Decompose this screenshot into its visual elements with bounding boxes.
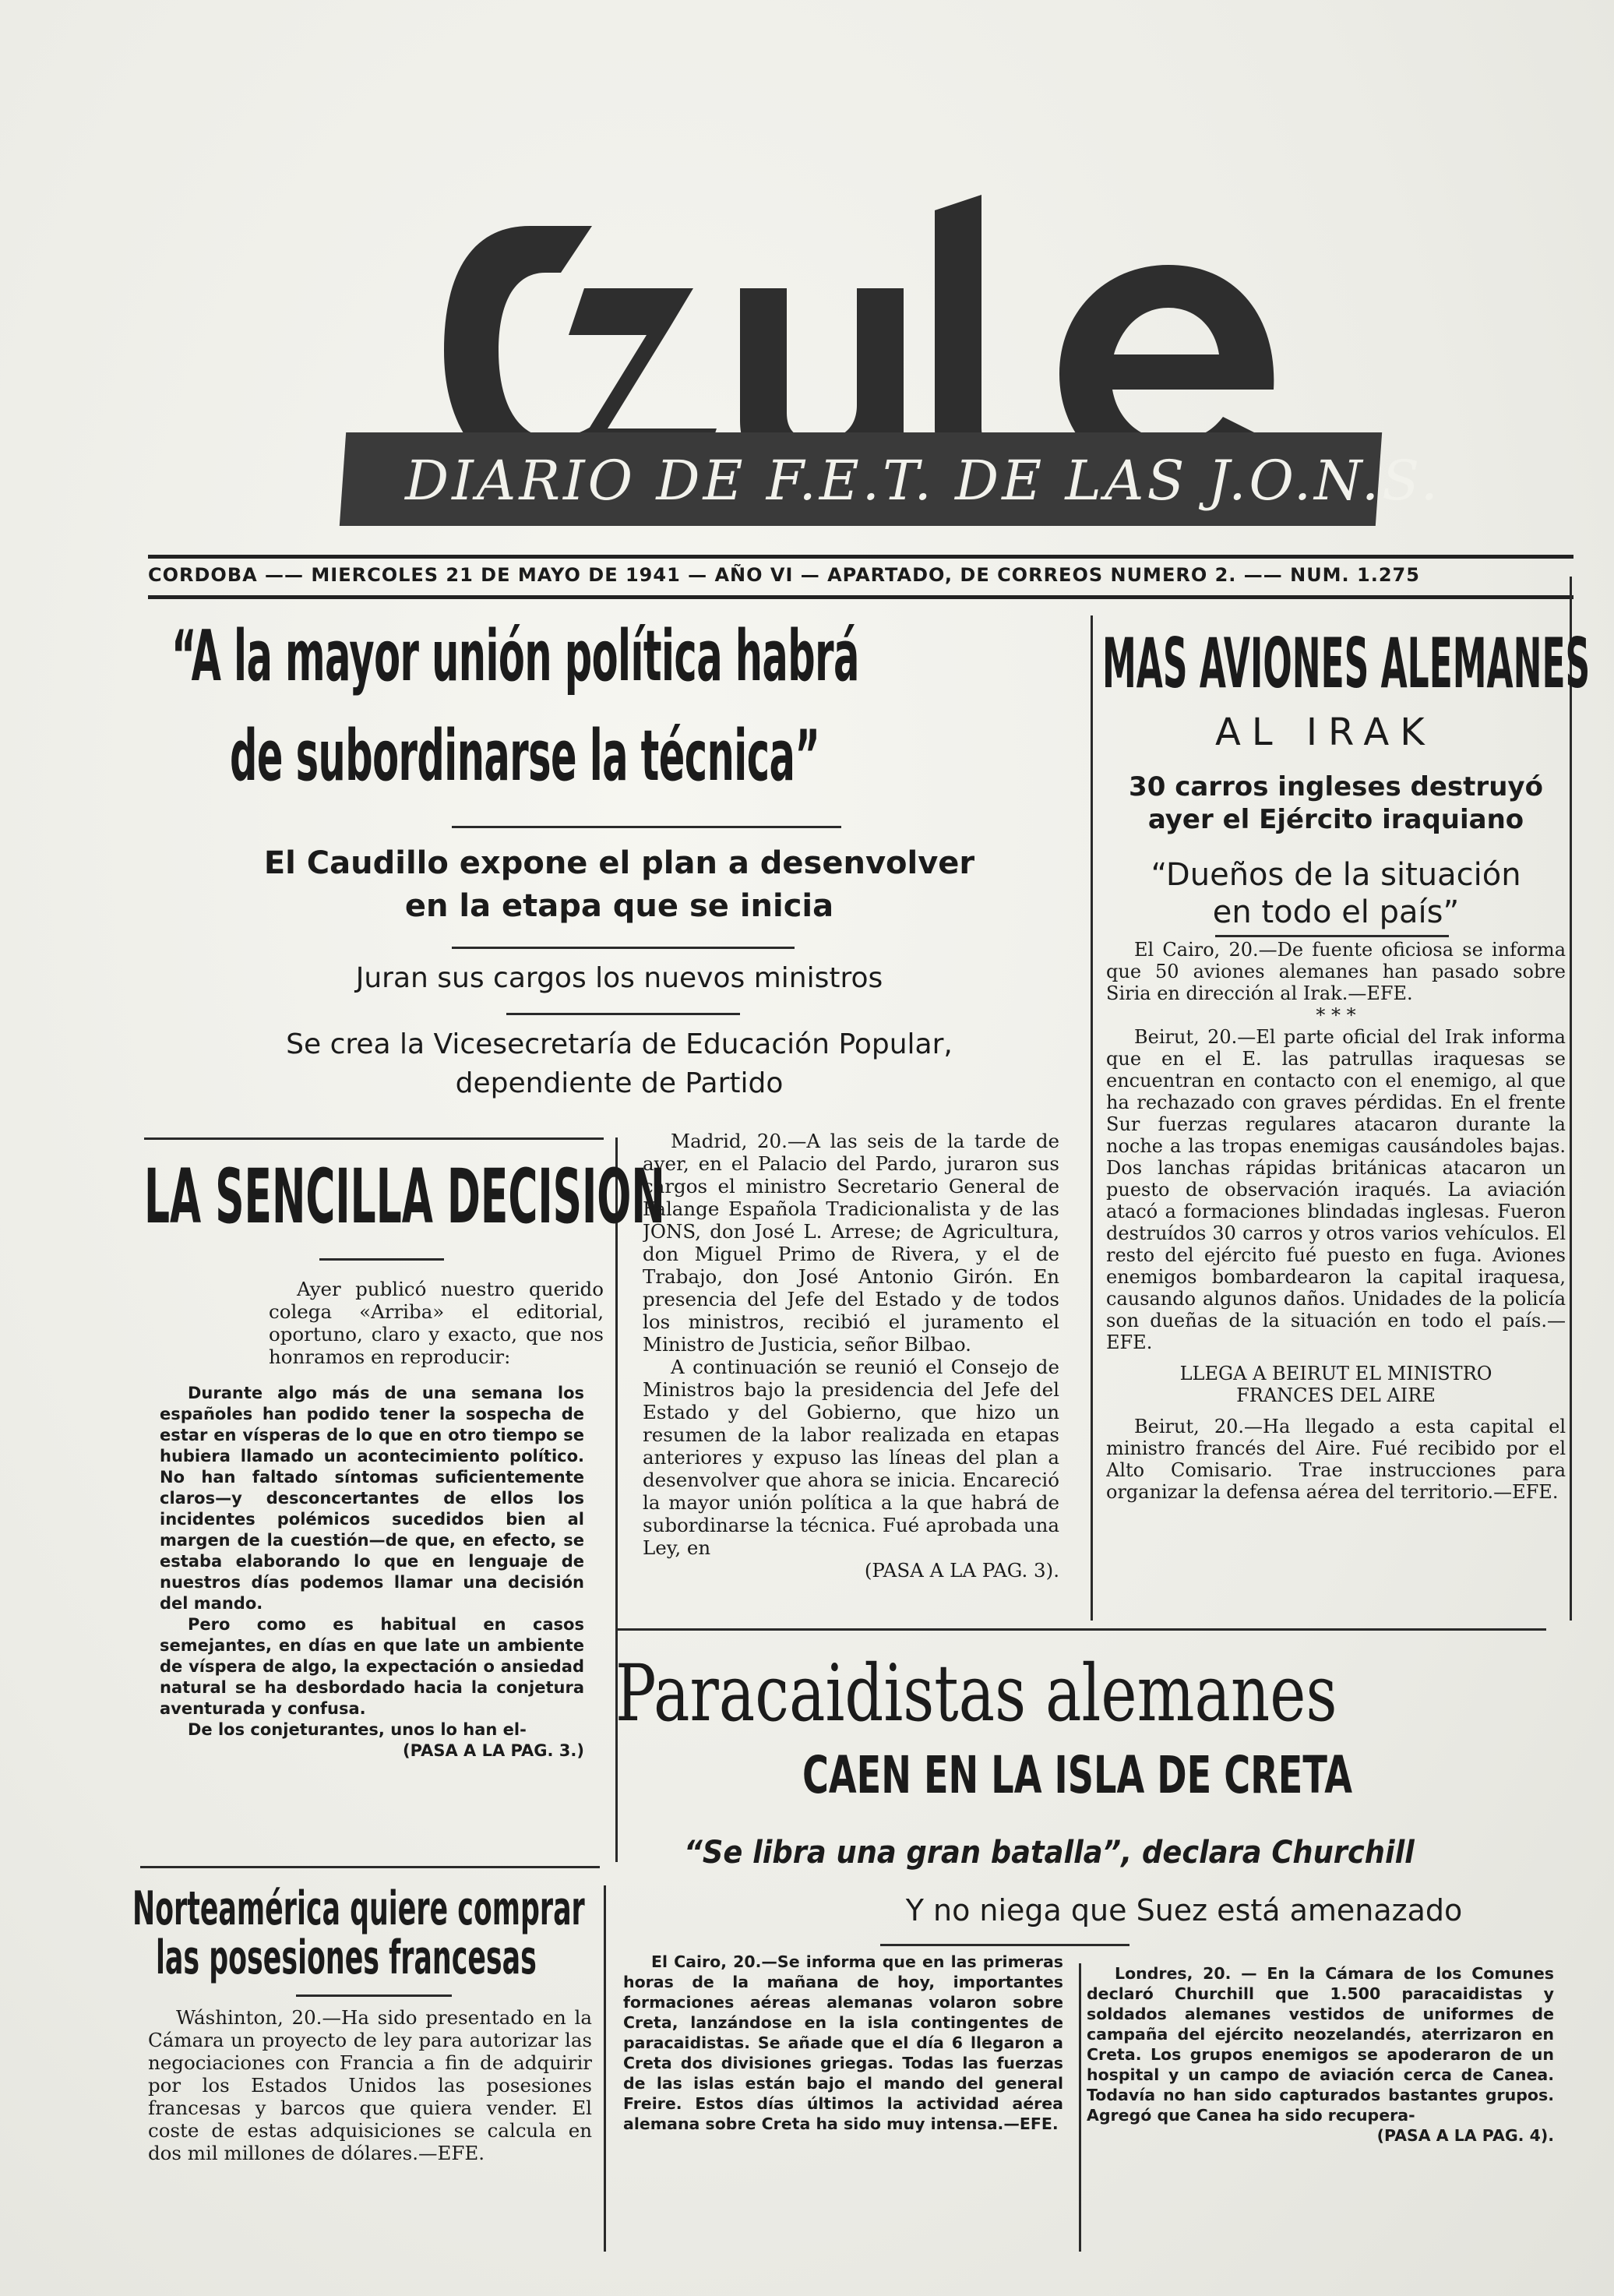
divider [1215, 935, 1449, 937]
creta-paragraph: Londres, 20. — En la Cámara de los Comunes declaró Churchill que 1.500 paracaidistas y soldados alemanes vestidos de uniformes de campaña del ejército neozelandés, aterrizaron en Creta. Los grupos enemigos se apoderaron de un hospital y un campo de aviación cerca de Canea. Todavía no han sido capturados bastantes grupos. Agregó que Canea ha sido recupera- [1087, 1964, 1554, 2125]
creta-deck-1: “Se libra una gran batalla”, declara Churchill [684, 1835, 1415, 1871]
irak-paragraph: Beirut, 20.—El parte oficial del Irak informa que en el E. las patrullas iraquesas se encuentran en contacto con el enemigo, al que ha rechazado con graves pérdidas. En el frente Sur fuerzas regulares atacaron durante la noche a las tropas enemigas causándoles bajas. Dos lanchas rápidas británicas atacaron un puesto de observación iraqués. La aviación atacó a formaciones blindadas inglesas. Fueron destruídos 30 carros y otros varios vehículos. El resto del ejército fué puesto en fuga. Aviones enemigos bombardearon la capital iraquesa, causando algunos daños. Unidades de la policía son dueñas de la situación en todo el país.—EFE. [1106, 1026, 1566, 1353]
editorial-intro [269, 1278, 604, 1371]
creta-column-2 [1087, 1963, 1554, 2259]
divider [506, 1013, 740, 1015]
main-story-paragraph: A continuación se reunió el Consejo de Ministros bajo la presidencia del Jefe del Estado y del Gobierno, que hizo un resumen de la labor realizada en etapas anteriores y expuso las líneas del plan a desenvolver que ahora se inicia. Encareció la mayor unión política a la que habrá de subordinarse la técnica. Fué aprobada una Ley, en [643, 1356, 1059, 1559]
main-deck-1a: El Caudillo expone el plan a desenvolver [263, 845, 975, 881]
irak-headline-line-1: MAS AVIONES ALEMANES [1102, 623, 1591, 704]
main-story-jump: (PASA A LA PAG. 3). [864, 1559, 1059, 1582]
irak-headline-line-2: AL IRAK [1215, 711, 1436, 754]
masthead-rule-top [148, 555, 1573, 559]
creta-column-1 [623, 1952, 1063, 2255]
divider [880, 1944, 1129, 1946]
creta-paragraph: El Cairo, 20.—Se informa que en las primeras horas de la mañana de hoy, importantes formaciones aéreas alemanas volaron sobre Creta, lanzándose en la isla contingentes de paracaidistas. Se añade que el día 6 llegaron a Creta dos divisiones griegas. Todas las fuerzas de las islas están bajo el mando del general Freire. Estos días últimos la actividad aérea alemana sobre Creta ha sido muy intensa.—EFE. [623, 1952, 1063, 2133]
norteamerica-body [148, 2006, 592, 2255]
main-story-paragraph: Madrid, 20.—A las seis de la tarde de ayer, en el Palacio del Pardo, juraron sus cargos el ministro Secretario General de Falange Española Tradicionalista y de las JONS, don José L. Arrese; de Agricultura, don Miguel Primo de Rivera, y el de Trabajo, don José Antonio Girón. En presencia del Jefe del Estado y de todos los ministros, recibió el juramento el Ministro de Justicia, señor Bilbao. [643, 1130, 1059, 1356]
irak-paragraph: El Cairo, 20.—De fuente oficiosa se informa que 50 aviones alemanes han pasado sobre Siria en dirección al Irak.—EFE. [1106, 939, 1566, 1004]
editorial-paragraph: Durante algo más de una semana los españoles han podido tener la sospecha de estar en vísperas de lo que en otro tiempo se hubiera llamado un acontecimiento político. No han faltado síntomas suficientemente claros—y desconcertantes de ellos los incidentes polémicos sucedidos bien al margen de la cuestión—de que, en efecto, se estaba elaborando lo que en lenguaje de nuestros días podemos llamar una decisión del mando. [160, 1384, 584, 1613]
irak-deck-2a: “Dueños de la situación [1151, 857, 1521, 893]
main-deck-2: Juran sus cargos los nuevos ministros [355, 962, 883, 994]
creta-jump: (PASA A LA PAG. 4). [1376, 2126, 1554, 2145]
column-rule [1079, 1963, 1081, 2252]
main-deck-3b: dependiente de Partido [455, 1067, 784, 1099]
column-rule [604, 1885, 606, 2252]
creta-headline-line-1: Paracaidistas alemanes [615, 1648, 1337, 1739]
column-rule [615, 1137, 618, 1862]
dateline: CORDOBA —— MIERCOLES 21 DE MAYO DE 1941 — AÑO VI — APARTADO, DE CORREOS NUMERO 2. —— NUM. 1.275 [148, 564, 1420, 586]
divider [319, 1258, 444, 1261]
norteamerica-headline-line-1: Norteamérica quiere comprar [132, 1882, 585, 1936]
editorial-intro-text: Ayer publicó nuestro querido colega «Arriba» el editorial, oportuno, claro y exacto, que nos honramos en reproducir: [269, 1278, 604, 1368]
editorial-paragraph: Pero como es habitual en casos semejantes, en días en que late un ambiente de víspera de algo, la expectación o ansiedad natural se ha desbordado hacia la conjetura aventurada y confusa. [160, 1615, 584, 1718]
irak-deck-1b: ayer el Ejército iraquiano [1147, 804, 1524, 835]
divider [296, 1994, 452, 1997]
irak-subhead: FRANCES DEL AIRE [1236, 1384, 1436, 1406]
main-deck-3a: Se crea la Vicesecretaría de Educación Popular, [286, 1028, 953, 1060]
irak-separator: * * * [1316, 1004, 1356, 1026]
creta-deck-2: Y no niega que Suez está amenazado [905, 1893, 1463, 1927]
editorial-jump: (PASA A LA PAG. 3.) [403, 1741, 584, 1760]
main-headline-line-2: de subordinarse la técnica” [230, 715, 820, 797]
norteamerica-headline-line-2: las posesiones francesas [156, 1931, 537, 1985]
editorial-paragraph: De los conjeturantes, unos lo han el- [188, 1720, 527, 1739]
divider [144, 1137, 604, 1140]
main-story-body [643, 1130, 1059, 1621]
main-headline-line-1: “A la mayor unión política habrá [171, 615, 859, 697]
divider [452, 947, 795, 949]
divider [140, 1866, 600, 1868]
column-rule [1091, 615, 1093, 1621]
irak-deck-2b: en todo el país” [1212, 894, 1460, 930]
creta-headline-line-2: CAEN EN LA ISLA DE CRETA [802, 1745, 1353, 1805]
main-deck-1b: en la etapa que se inicia [404, 888, 834, 924]
masthead-rule-bottom [148, 595, 1573, 599]
divider [615, 1628, 1546, 1631]
norteamerica-paragraph: Wáshinton, 20.—Ha sido presentado en la Cámara un proyecto de ley para autorizar las negociaciones con Francia a fin de adquirir por los Estados Unidos las posesiones francesas y barcos que quiera vender. El coste de estas adquisiciones se calcula en dos mil millones de dólares.—EFE. [148, 2006, 592, 2164]
editorial-body [160, 1383, 584, 1858]
irak-body [1106, 939, 1566, 1617]
masthead-subtitle: DIARIO DE F.E.T. DE LAS J.O.N.S. [405, 449, 1441, 513]
divider [452, 826, 841, 828]
irak-paragraph: Beirut, 20.—Ha llegado a esta capital el ministro francés del Aire. Fué recibido por el Alto Comisario. Trae instrucciones para organizar la defensa aérea del territorio.—EFE. [1106, 1416, 1566, 1503]
irak-deck-1a: 30 carros ingleses destruyó [1129, 771, 1543, 802]
editorial-headline: LA SENCILLA DECISION [144, 1153, 665, 1240]
irak-subhead: LLEGA A BEIRUT EL MINISTRO [1179, 1363, 1492, 1384]
